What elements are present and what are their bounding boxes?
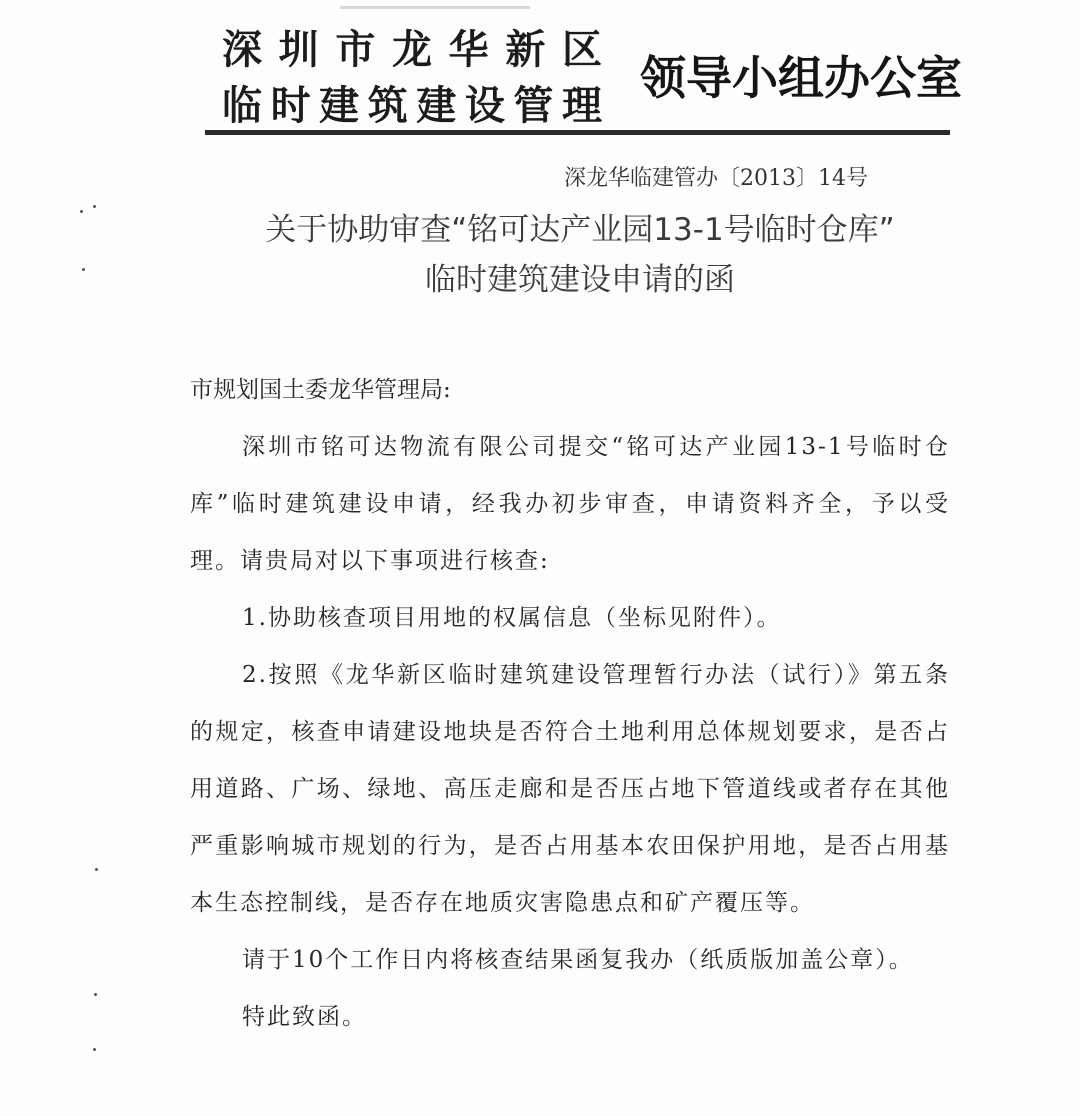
scan-mark [340, 6, 530, 9]
title-line-1: 关于协助审查“铭可达产业园13-1号临时仓库” [265, 212, 895, 248]
letterhead-divider [205, 130, 950, 135]
scan-speck [93, 1048, 96, 1051]
document-title [190, 205, 970, 305]
closing-line: 特此致函。 [242, 1004, 367, 1030]
paragraph-intro: 深圳市铭可达物流有限公司提交“铭可达产业园13-1号临时仓库”临时建筑建设申请，经我办初步审查，申请资料齐全，予以受理。请贵局对以下事项进行核查: [190, 434, 950, 574]
letterhead-line-2: 临时建筑建设管理 [222, 83, 602, 129]
addressee: 市规划国土委龙华管理局: [190, 377, 451, 403]
letter-body [190, 362, 950, 1046]
title-line-2: 临时建筑建设申请的函 [425, 262, 735, 298]
scan-speck [82, 268, 85, 271]
scan-speck [80, 210, 83, 213]
scan-speck [93, 205, 96, 208]
letterhead-left [222, 22, 602, 134]
letterhead-office: 领导小组办公室 [640, 51, 962, 105]
paragraph-deadline: 请于10个工作日内将核查结果函复我办（纸质版加盖公章）。 [242, 947, 914, 973]
letterhead-line-1: 深圳市龙华新区 [222, 27, 602, 73]
scan-speck [94, 993, 97, 996]
document-number: 深龙华临建管办〔2013〕14号 [564, 166, 868, 191]
scan-speck [95, 868, 98, 871]
list-item-1: 1.协助核查项目用地的权属信息（坐标见附件）。 [242, 605, 782, 631]
list-item-2: 2.按照《龙华新区临时建筑建设管理暂行办法（试行）》第五条的规定，核查申请建设地块是否符合土地利用总体规划要求，是否占用道路、广场、绿地、高压走廊和是否压占地下管道线或者存在其他严重影响城市规划的行为，是否占用基本农田保护用地，是否占用基本生态控制线，是否存在地质灾害隐患点和矿产覆压等。 [190, 662, 950, 916]
